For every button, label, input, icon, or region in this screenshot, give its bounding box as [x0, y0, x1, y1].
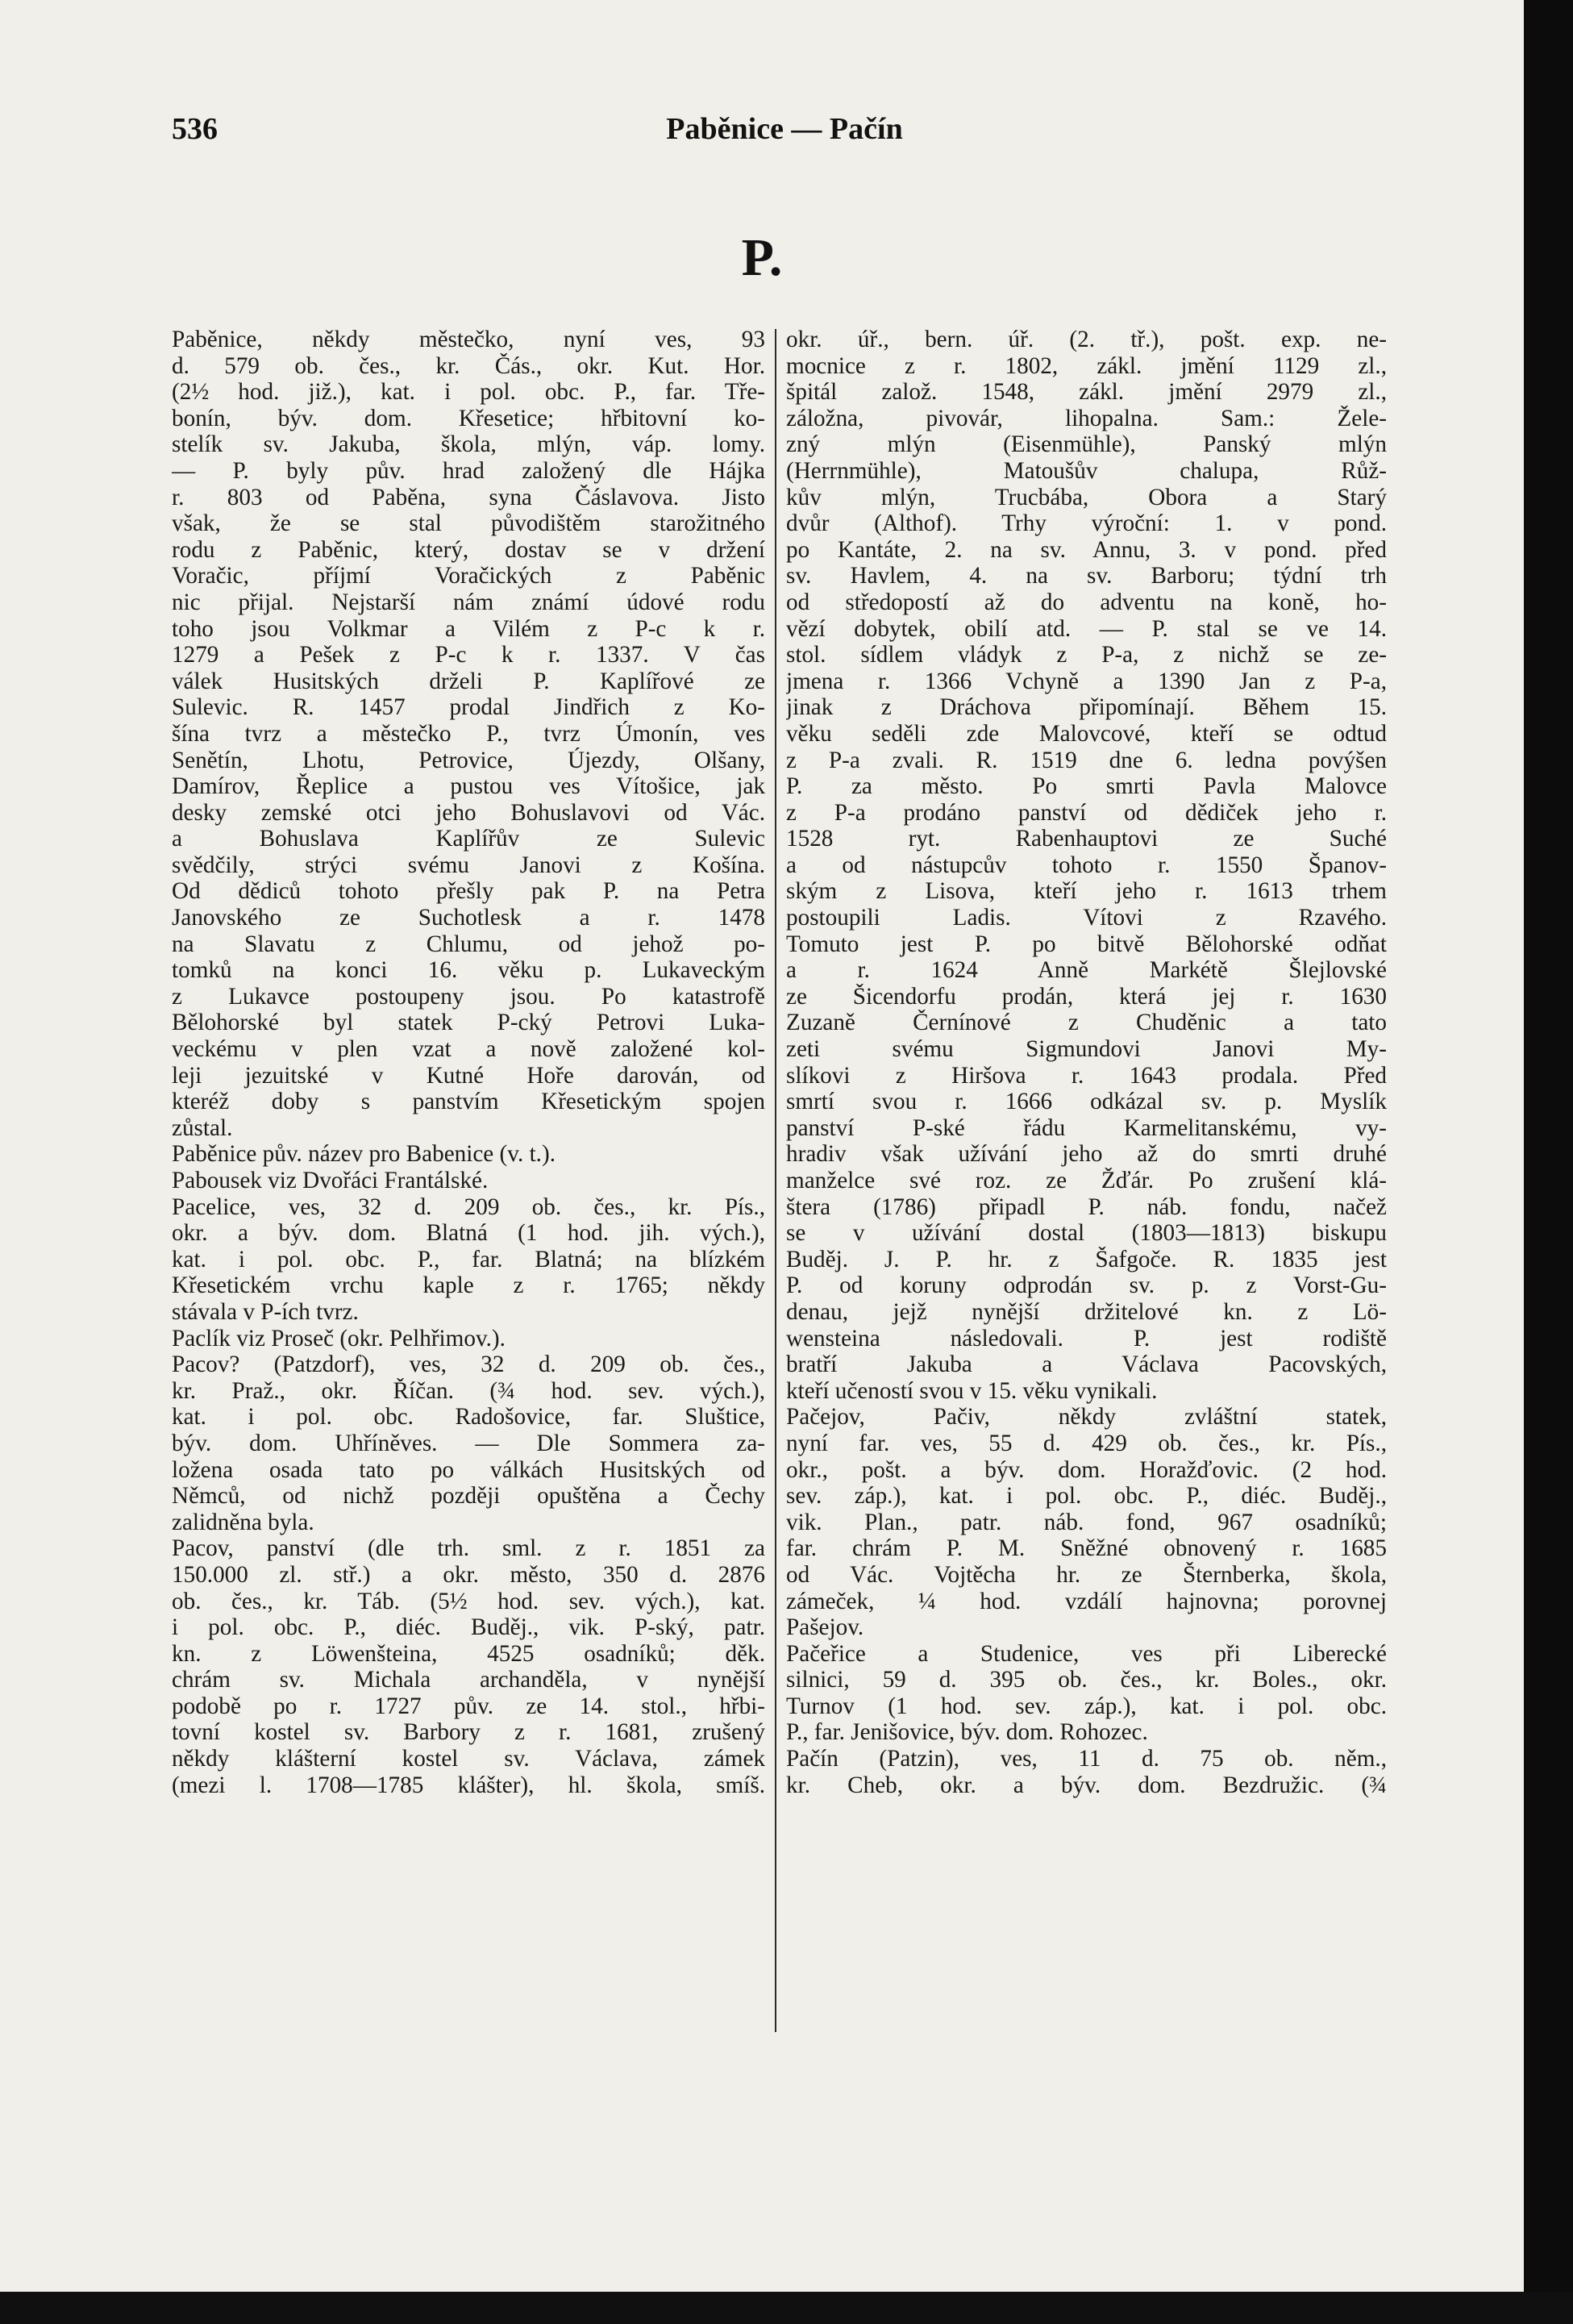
text-line: zalidněna byla. [172, 1509, 314, 1535]
text-line: i pol. obc. P., diéc. Buděj., vik. P-ský, patr. [172, 1614, 765, 1641]
text-line: Paběnice, někdy městečko, nyní ves, 93 [172, 327, 765, 352]
text-line: z P-a zvali. R. 1519 dne 6. ledna povýšen [786, 747, 1387, 773]
text-line: desky zemské otci jeho Bohuslavovi od Vác. [172, 799, 765, 826]
text-line: od Vác. Vojtěcha hr. ze Šternberka, škola, [786, 1561, 1387, 1588]
text-line: Pašejov. [786, 1614, 864, 1641]
text-line: kat. i pol. obc. Radošovice, far. Sluštice, [172, 1404, 765, 1431]
text-line: Janovského ze Suchotlesk a r. 1478 [172, 905, 765, 931]
text-line: nic přijal. Nejstarší nám známí údové rodu [172, 589, 765, 615]
text-line: zeti svému Sigmundovi Janovi My- [786, 1036, 1387, 1063]
text-line: kteří učeností svou v 15. věku vynikali. [786, 1377, 1158, 1404]
scan-border-bottom [0, 2292, 1573, 2324]
page-number: 536 [172, 112, 218, 146]
text-line: sev. záp.), kat. i pol. obc. P., diéc. Buděj., [786, 1483, 1387, 1510]
text-line: d. 579 ob. čes., kr. Čás., okr. Kut. Hor. [172, 352, 765, 379]
text-line: svědčily, strýci svému Janovi z Košína. [172, 852, 765, 878]
text-line: okr. a býv. dom. Blatná (1 hod. jih. vých.), [172, 1220, 765, 1247]
text-line: Pacov? (Patzdorf), ves, 32 d. 209 ob. čes., [172, 1352, 765, 1378]
scan-border-right [1524, 0, 1573, 2324]
text-line: kův mlýn, Trucbába, Obora a Starý [786, 484, 1387, 510]
text-line: kn. z Löwenšteina, 4525 osadníků; děk. [172, 1640, 765, 1667]
running-title: Paběnice — Pačín [666, 112, 903, 146]
text-line: silnici, 59 d. 395 ob. čes., kr. Boles., okr. [786, 1667, 1387, 1693]
text-line: záložna, pivovár, lihopalna. Sam.: Žele- [786, 405, 1387, 431]
text-line: na Slavatu z Chlumu, od jehož po- [172, 931, 765, 957]
text-line: stol. sídlem vládyk z P-a, z nichž se ze- [786, 642, 1387, 668]
text-line: a r. 1624 Anně Markétě Šlejlovské [786, 957, 1387, 984]
text-line: Křesetickém vrchu kaple z r. 1765; někdy [172, 1272, 765, 1299]
text-line: Senětín, Lhotu, Petrovice, Újezdy, Olšany, [172, 747, 765, 773]
text-line: slíkovi z Hiršova r. 1643 prodala. Před [786, 1062, 1387, 1089]
text-line: od středopostí až do adventu na koně, ho- [786, 589, 1387, 615]
text-line: smrtí svou r. 1666 odkázal sv. p. Myslík [786, 1089, 1387, 1115]
text-line: kr. Praž., okr. Říčan. (¾ hod. sev. vých.), [172, 1377, 765, 1404]
text-line: Sulevic. R. 1457 prodal Jindřich z Ko- [172, 694, 765, 721]
running-head [172, 111, 1397, 152]
text-line: z Lukavce postoupeny jsou. Po katastrofě [172, 983, 765, 1010]
text-line: Paclík viz Proseč (okr. Pelhřimov.). [172, 1325, 506, 1352]
text-line: rodu z Paběnic, který, dostav se v držení [172, 536, 765, 563]
text-line: kr. Cheb, okr. a býv. dom. Bezdružic. (¾ [786, 1772, 1387, 1798]
text-line: 1528 ryt. Rabenhauptovi ze Suché [786, 826, 1387, 852]
text-line: Buděj. J. P. hr. z Šafgoče. R. 1835 jest [786, 1246, 1387, 1272]
text-line: leji jezuitské v Kutné Hoře darován, od [172, 1062, 765, 1089]
text-line: okr., pošt. a býv. dom. Horažďovic. (2 hod. [786, 1456, 1387, 1483]
text-line: postoupili Ladis. Vítovi z Rzavého. [786, 905, 1387, 931]
text-line: špitál založ. 1548, zákl. jmění 2979 zl., [786, 379, 1387, 406]
text-line: P. od koruny odprodán sv. p. z Vorst-Gu- [786, 1272, 1387, 1299]
text-line: chrám sv. Michala archanděla, v nynější [172, 1667, 765, 1693]
text-line: stelík sv. Jakuba, škola, mlýn, váp. lomy. [172, 431, 765, 458]
section-letter: P. [741, 228, 783, 287]
text-line: Od dědiců tohoto přešly pak P. na Petra [172, 878, 765, 905]
text-line: býv. dom. Uhříněves. — Dle Sommera za- [172, 1430, 765, 1456]
text-line: Pačín (Patzin), ves, 11 d. 75 ob. něm., [786, 1746, 1387, 1772]
text-line: toho jsou Volkmar a Vilém z P-c k r. [172, 615, 765, 642]
text-line: bonín, býv. dom. Křesetice; hřbitovní ko- [172, 405, 765, 431]
text-line: mocnice z r. 1802, zákl. jmění 1129 zl., [786, 352, 1387, 379]
text-line: bratří Jakuba a Václava Pacovských, [786, 1352, 1387, 1378]
text-line: ze Šicendorfu prodán, která jej r. 1630 [786, 983, 1387, 1010]
text-line: však, že se stal původištěm starožitného [172, 510, 765, 537]
text-line: kteréž doby s panstvím Křesetickým spojen [172, 1089, 765, 1115]
text-line: po Kantáte, 2. na sv. Annu, 3. v pond. před [786, 536, 1387, 563]
text-line: zámeček, ¼ hod. vzdálí hajnovna; porovnej [786, 1588, 1387, 1614]
text-line: Paběnice pův. název pro Babenice (v. t.). [172, 1141, 556, 1168]
text-line: nyní far. ves, 55 d. 429 ob. čes., kr. Pís., [786, 1430, 1387, 1456]
text-line: vik. Plan., patr. náb. fond, 967 osadníků; [786, 1509, 1387, 1535]
text-line: věku seděli zde Malovcové, kteří se odtud [786, 720, 1387, 747]
text-line: ským z Lisova, kteří jeho r. 1613 trhem [786, 878, 1387, 905]
text-line: válek Husitských drželi P. Kaplířové ze [172, 668, 765, 694]
text-line: kat. i pol. obc. P., far. Blatná; na blízkém [172, 1246, 765, 1272]
text-line: ložena osada tato po válkách Husitských od [172, 1456, 765, 1483]
text-line: veckému v plen vzat a nově založené kol- [172, 1036, 765, 1063]
text-line: Voračic, příjmí Voračických z Paběnic [172, 563, 765, 589]
text-line: 1279 a Pešek z P-c k r. 1337. V čas [172, 642, 765, 668]
text-line: sv. Havlem, 4. na sv. Barboru; týdní trh [786, 563, 1387, 589]
text-line: (2½ hod. již.), kat. i pol. obc. P., far. Tře- [172, 379, 765, 406]
text-line: manželce své roz. ze Žďár. Po zrušení klá- [786, 1168, 1387, 1193]
text-line: a Bohuslava Kaplířův ze Sulevic [172, 826, 765, 852]
text-line: jmena r. 1366 Vchyně a 1390 Jan z P-a, [786, 668, 1387, 694]
text-line: — P. byly pův. hrad založený dle Hájka [172, 457, 765, 484]
text-line: okr. úř., bern. úř. (2. tř.), pošt. exp. ne- [786, 327, 1387, 352]
text-line: P. za město. Po smrti Pavla Malovce [786, 773, 1387, 800]
text-line: panství P-ské řádu Karmelitanskému, vy- [786, 1114, 1387, 1141]
text-line: se v užívání dostal (1803—1813) biskupu [786, 1220, 1387, 1247]
right-column [786, 327, 1387, 2068]
text-line: P., far. Jenišovice, býv. dom. Rohozec. [786, 1719, 1148, 1746]
column-rule [775, 329, 776, 2032]
text-line: r. 803 od Paběna, syna Čáslavova. Jisto [172, 484, 765, 510]
text-line: denau, jejž nynější držitelové kn. z Lö- [786, 1298, 1387, 1325]
text-line: tovní kostel sv. Barbory z r. 1681, zrušený [172, 1719, 765, 1746]
text-line: podobě po r. 1727 pův. ze 14. stol., hřbi- [172, 1693, 765, 1719]
text-line: stávala v P-ích tvrz. [172, 1298, 359, 1325]
text-line: zůstal. [172, 1114, 233, 1141]
text-line: Pačejov, Pačiv, někdy zvláštní statek, [786, 1404, 1387, 1431]
left-column [172, 327, 765, 2068]
text-line: někdy klášterní kostel sv. Václava, zámek [172, 1746, 765, 1772]
text-line: Pabousek viz Dvořáci Frantálské. [172, 1168, 489, 1193]
text-line: 150.000 zl. stř.) a okr. město, 350 d. 2876 [172, 1561, 765, 1588]
text-line: (Herrnmühle), Matoušův chalupa, Růž- [786, 457, 1387, 484]
text-line: Tomuto jest P. po bitvě Bělohorské odňat [786, 931, 1387, 957]
text-line: štera (1786) připadl P. náb. fondu, načež [786, 1193, 1387, 1220]
text-line: ob. čes., kr. Táb. (5½ hod. sev. vých.), kat. [172, 1588, 765, 1614]
text-line: a od nástupcův tohoto r. 1550 Španov- [786, 852, 1387, 878]
text-line: z P-a prodáno panství od dědiček jeho r. [786, 799, 1387, 826]
text-line: zný mlýn (Eisenmühle), Panský mlýn [786, 431, 1387, 458]
text-line: šína tvrz a městečko P., tvrz Úmonín, ves [172, 720, 765, 747]
text-line: Turnov (1 hod. sev. záp.), kat. i pol. obc. [786, 1693, 1387, 1719]
text-line: jinak z Dráchova připomínají. Během 15. [786, 694, 1387, 721]
text-line: (mezi l. 1708—1785 klášter), hl. škola, smíš. [172, 1772, 765, 1798]
text-line: far. chrám P. M. Sněžné obnovený r. 1685 [786, 1535, 1387, 1562]
text-line: Pacov, panství (dle trh. sml. z r. 1851 za [172, 1535, 765, 1562]
text-line: wensteina následovali. P. jest rodiště [786, 1325, 1387, 1352]
text-line: hradiv však užívání jeho až do smrti druhé [786, 1141, 1387, 1168]
text-line: vězí dobytek, obilí atd. — P. stal se ve 14. [786, 615, 1387, 642]
text-line: Pačeřice a Studenice, ves při Liberecké [786, 1640, 1387, 1667]
text-line: Zuzaně Černínové z Chuděnic a tato [786, 1010, 1387, 1036]
text-line: Němců, od nichž později opuštěna a Čechy [172, 1483, 765, 1510]
text-line: Pacelice, ves, 32 d. 209 ob. čes., kr. Pís., [172, 1193, 765, 1220]
text-line: dvůr (Althof). Trhy výroční: 1. v pond. [786, 510, 1387, 537]
text-line: Bělohorské byl statek P-cký Petrovi Luka- [172, 1010, 765, 1036]
text-line: tomků na konci 16. věku p. Lukaveckým [172, 957, 765, 984]
text-line: Damírov, Řeplice a pustou ves Vítošice, jak [172, 773, 765, 800]
